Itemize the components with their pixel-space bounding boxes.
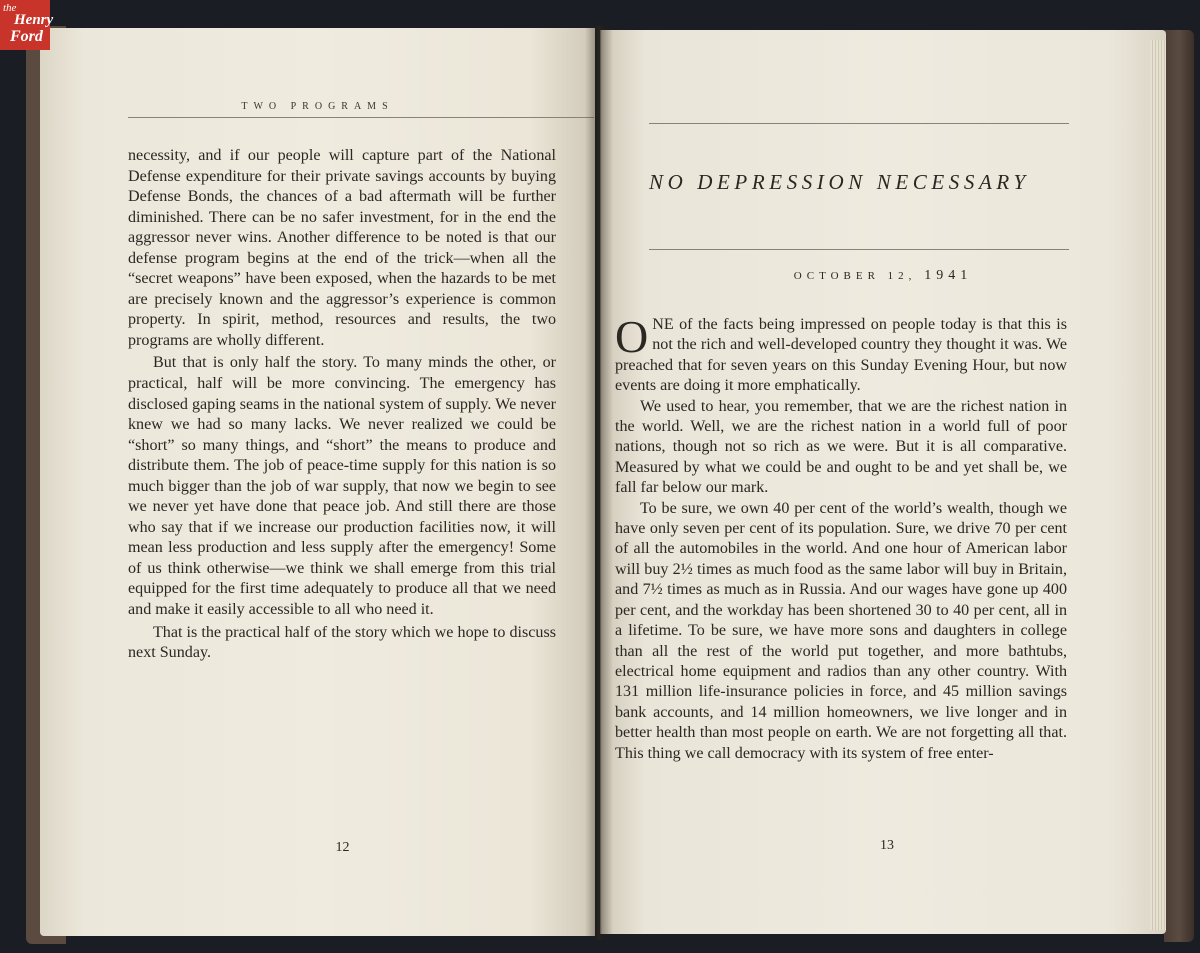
- right-page-body: [615, 311, 1067, 764]
- chapter-date: [600, 268, 1166, 284]
- left-page-body: [128, 146, 556, 664]
- paragraph: necessity, and if our people will capture part of the National Defense expenditure for their private savings accounts by buying Defense Bonds, the chances of a bad aftermath will be further diminished. There can be no safer investment, for in the end the aggressor never wins. Another difference to be noted is that our defense program begins at the end of the trick—when all the “secret weapons” have been exposed, when the hazards to be met are precisely known and the aggressor’s experience is common property. In spirit, method, resources and results, the two programs are wholly different.: [128, 147, 556, 349]
- paragraph: To be sure, we own 40 per cent of the world’s wealth, though we have only seven per cent of its population. Sure, we drive 70 per cent of all the automobiles in the world. And one hour of American labor will buy 2½ times as much food as the same labor will buy in Britain, and 7½ times as much as in Russia. And our wages have gone up 400 per cent, and the workday has been shortened 30 to 40 per cent, all in a lifetime. To be sure, we have more sons and daughters in college than all the rest of the world put together, and more bathtubs, electrical home equipment and radios than any other country. With 131 million life-insurance policies in force, and 45 million savings bank accounts, and 14 million homeowners, we live longer and in better health than most people on earth. We are not forgetting all that. This thing we call democracy with its system of free enter-: [615, 499, 1067, 762]
- paragraph: That is the practical half of the story which we hope to discuss next Sunday.: [128, 623, 556, 662]
- book-gutter: [585, 26, 613, 940]
- date-month-day: OCTOBER 12,: [793, 270, 917, 282]
- paragraph: But that is only half the story. To many minds the other, or practical, half will be more convincing. The emergency has disclosed gaping seams in the national system of supply. We never knew we had so many lacks. We never realized we could be “short” so many things, and “short” the means to produce and distribute them. The job of peace-time supply for this nation is so much bigger than the job of war supply, that now we begin to see we never yet have done that peace job. And still there are those who say that if we increase our production facilities now, it will mean less production and less supply after the emergency! Some of us think otherwise—we think we shall emerge from this trial equipped for the first time adequately to produce all that we need and make it easily accessible to all who need it.: [128, 354, 556, 619]
- date-year: 1941: [924, 268, 973, 283]
- paragraph: We used to hear, you remember, that we are the richest nation in the world. Well, we are the richest nation in a world full of poor nations, though not so rich as we were. But it is all comparative. Measured by what we could be and ought to be and yet shall be, we fall far below our mark.: [615, 397, 1067, 497]
- page-number: 13: [880, 838, 894, 853]
- logo-text-henry: Henry: [14, 12, 54, 28]
- logo-text-ford: Ford: [10, 28, 43, 45]
- chapter-title: NO DEPRESSION NECESSARY: [649, 170, 1030, 194]
- title-rule-top: [649, 123, 1069, 124]
- page-number: 12: [335, 840, 350, 855]
- running-head: TWO PROGRAMS: [241, 101, 394, 112]
- right-page: [600, 30, 1166, 934]
- header-rule: [128, 117, 594, 118]
- left-page: [40, 28, 595, 936]
- book-cover-right-edge: [1164, 30, 1194, 942]
- henry-ford-logo: [0, 0, 54, 50]
- paragraph: [615, 311, 1067, 397]
- drop-cap: O: [615, 311, 649, 362]
- paragraph-text: NE of the facts being impressed on people today is that this is not the rich and well-developed country they thought it was. We preached that for seven years on this Sunday Evening Hour, but now events are doing it more emphatically.: [615, 316, 1067, 395]
- title-rule-bottom: [649, 249, 1069, 250]
- logo-text-the: the: [3, 2, 17, 14]
- page-block-edge: [1150, 40, 1166, 930]
